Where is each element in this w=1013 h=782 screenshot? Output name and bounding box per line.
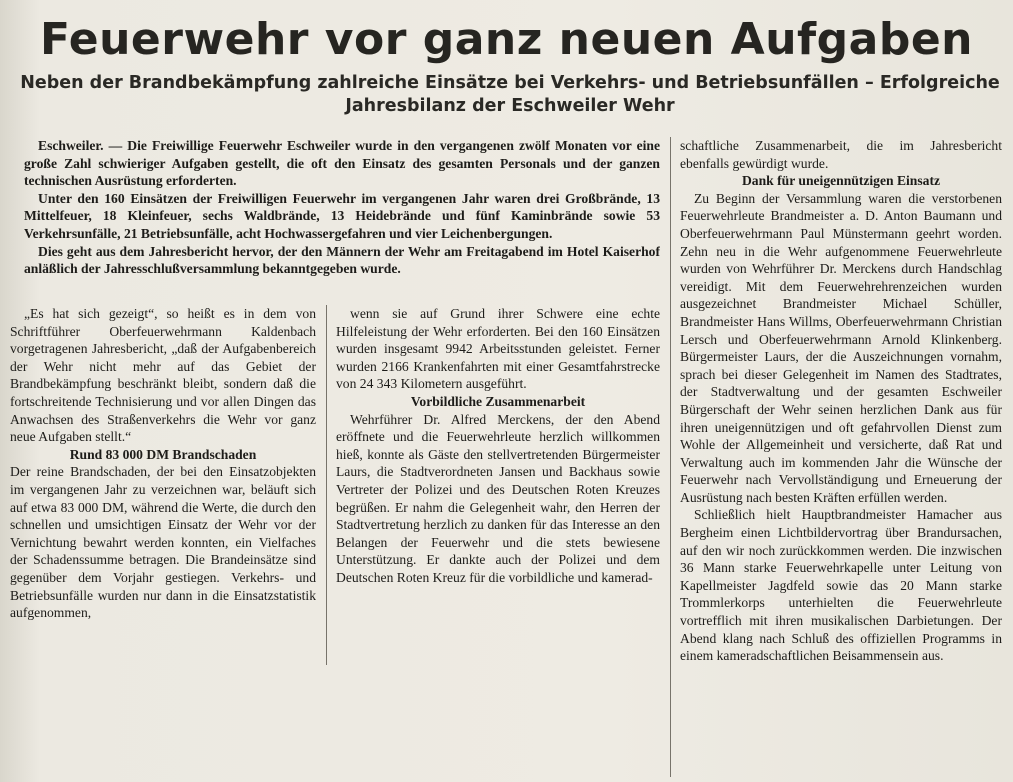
column-divider xyxy=(326,305,327,665)
body-paragraph: schaftliche Zusammenarbeit, die im Jahresbericht ebenfalls gewürdigt wurde. xyxy=(680,138,1002,171)
intro-paragraph: Dies geht aus dem Jahresbericht hervor, der den Männern der Wehr am Freitagabend im Hotel Kaiserhof anläßlich der Jahresschlußversammlung bekanntgegeben wurde. xyxy=(24,243,660,277)
body-paragraph: Der reine Brandschaden, der bei den Einsatzobjekten im vergangenen Jahr zu verzeichnen war, beläuft sich auf etwa 83 000 DM, während die Werte, die durch den schnellen und umsichtigen Einsatz der Wehr vor der Vernichtung bewahrt werden konnten, ein Vielfaches der Schadenssumme betragen. Die Brandeinsätze sind gegenüber dem Vorjahr gestiegen. Verkehrs- und Betriebsunfälle wurden nur dann in die Einsatzstatistik aufgenommen, xyxy=(10,464,316,621)
body-paragraph: Zu Beginn der Versammlung waren die verstorbenen Feuerwehrleute Brandmeister a. D. Anton Baumann und Oberfeuerwehrmann Paul Münstermann geehrt worden. Zehn neu in die Wehr aufgenommene Feuerwehrleute wurden von Wehrführer Dr. Merckens durch Handschlag vereidigt. Mit dem Feuerwehrehrenzeichen wurden ausgezeichnet Brandmeister Michael Schüller, Brandmeister Hans Willms, Oberfeuerwehrmann Christian Lersch und Oberfeuerwehrmann Arnold Klinkenberg. Bürgermeister Laurs, der die Auszeichnungen vornahm, sprach bei dieser Gelegenheit im Namen des Stadtrates, der Stadtverwaltung und der gesamten Eschweiler Bürgerschaft der Wehr seinen herzlichen Dank aus für ihren uneigennützigen und oft gefahrvollen Dienst zum Wohle der Allgemeinheit und versicherte, daß Rat und Verwaltung auch im kommenden Jahr die Wünsche der Feuerwehr nach Vervollständigung und Erneuerung der Ausrüstung nach besten Kräften erfüllen werden. xyxy=(680,190,1002,505)
section-heading: Rund 83 000 DM Brandschaden xyxy=(69,446,257,462)
intro-paragraph: Unter den 160 Einsätzen der Freiwilligen Feuerwehr im vergangenen Jahr waren drei Großbrände, 13 Mittelfeuer, 18 Kleinfeuer, sechs Waldbrände, 13 Heidebrände und fünf Kaminbrände sowie 53 Verkehrsunfälle, 21 Betriebsunfälle, acht Hochwassergefahren und vier Leichenbergungen. xyxy=(24,190,660,241)
column-1 xyxy=(10,305,316,622)
body-paragraph: „Es hat sich gezeigt“, so heißt es in dem von Schriftführer Oberfeuerwehrmann Kaldenbach vorgetragenen Jahresbericht, „daß der Aufgabenbereich der Wehr nicht mehr auf das Gebiet der Brandbekämpfung beschränkt bleibt, sondern daß die fortschreitende Technisierung und vor allen Dingen das Anwachsen des Straßenverkehrs die Wehr vor ganz neue Aufgaben stellt.“ xyxy=(10,306,316,445)
column-divider xyxy=(670,137,671,777)
body-paragraph: Schließlich hielt Hauptbrandmeister Hamacher aus Bergheim einen Lichtbildervortrag über Brandursachen, auf den wir noch zurückkommen werden. Die inzwischen 36 Mann starke Feuerwehrkapelle unter Leitung von Kapellmeister Jagdfeld sowie das 20 Mann starke Trommlerkorps unterhielten die Feuerwehrleute vortrefflich mit ihren musikalischen Darbietungen. Der Abend klang nach Schluß des offiziellen Programms in einem kameradschaftlichen Beisammensein aus. xyxy=(680,507,1002,664)
headline: Feuerwehr vor ganz neuen Aufgaben xyxy=(39,14,974,65)
column-2 xyxy=(336,305,660,587)
section-heading: Dank für uneigennützigen Einsatz xyxy=(741,173,941,189)
subheadline: Neben der Brandbekämpfung zahlreiche Einsätze bei Verkehrs- und Betriebsunfällen – Erfolgreiche Jahresbilanz der Eschweiler Wehr xyxy=(20,73,1000,116)
body-paragraph: wenn sie auf Grund ihrer Schwere eine echte Hilfeleistung der Wehr erforderten. Bei den 160 Einsätzen wurden insgesamt 9942 Arbeitsstunden geleistet. Ferner wurden 2166 Krankenfahrten mit einer Gesamtfahrstrecke von 24 343 Kilometern ausgeführt. xyxy=(336,306,660,392)
intro-paragraph: Eschweiler. — Die Freiwillige Feuerwehr Eschweiler wurde in den vergangenen zwölf Monaten vor eine große Zahl schwieriger Aufgaben gestellt, die oft den Einsatz des gesamten Personals und der ganzen technischen Ausrüstung erforderten. xyxy=(24,138,660,189)
column-3 xyxy=(680,137,1002,665)
body-paragraph: Wehrführer Dr. Alfred Merckens, der den Abend eröffnete und die Feuerwehrleute herzlich willkommen hieß, konnte als Gäste den stellvertretenden Bürgermeister Laurs, die Stadtverordneten Jansen und Backhaus sowie Vertreter der Polizei und des Deutschen Roten Kreuzes begrüßen. Er nahm die Gelegenheit wahr, den Herren der Stadtvertretung herzlich zu danken für das Interesse an den Belangen der Feuerwehr und die stets bewiesene Unterstützung. Er dankte auch der Polizei und dem Deutschen Roten Kreuz für die vorbildliche und kamerad- xyxy=(336,411,660,585)
section-heading: Vorbildliche Zusammenarbeit xyxy=(410,393,586,409)
intro-paragraphs xyxy=(24,137,660,278)
